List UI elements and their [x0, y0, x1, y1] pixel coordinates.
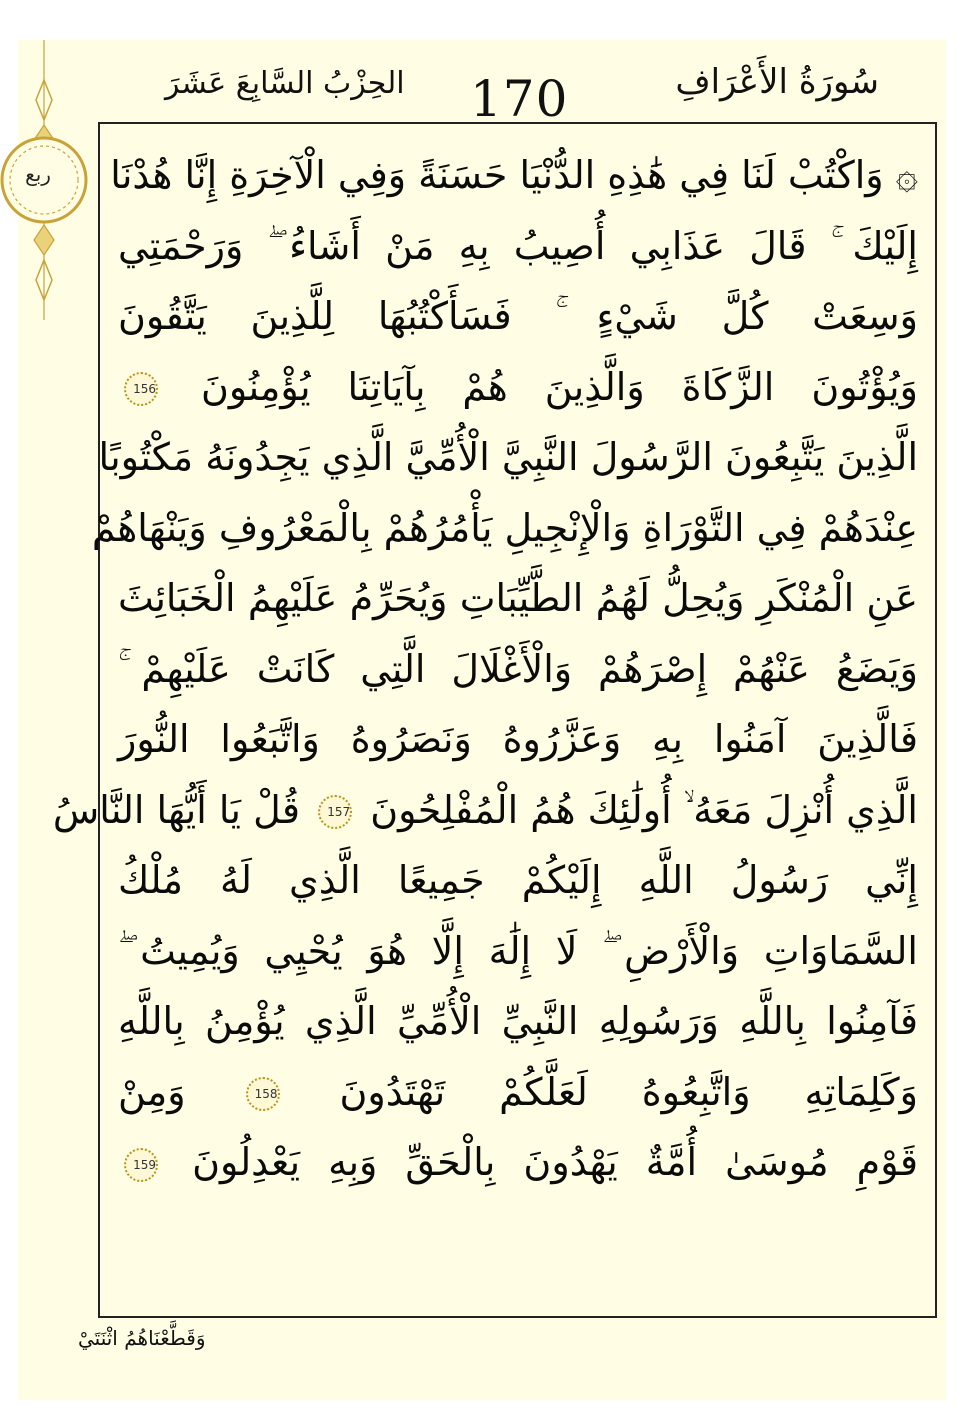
quran-line [91, 493, 918, 564]
quran-text-block [52, 140, 918, 1198]
verse-text: فَآمِنُوا بِاللَّهِ وَرَسُولِهِ النَّبِيِّ الْأُمِّيِّ الَّذِي يُؤْمِنُ بِاللَّهِ [118, 999, 918, 1043]
quran-line [110, 140, 918, 211]
verse-text: وَمِنْ [118, 1069, 186, 1114]
page-number: 170 [470, 70, 569, 128]
surah-title: سُورَةُ الأَعْرَافِ [675, 62, 879, 102]
verse-text: عِنْدَهُمْ فِي التَّوْرَاةِ وَالْإِنْجِيلِ يَأْمُرُهُمْ بِالْمَعْرُوفِ وَيَنْهَاهُمْ [91, 505, 918, 550]
verse-text: عَنِ الْمُنْكَرِ وَيُحِلُّ لَهُمُ الطَّيِّبَاتِ وَيُحَرِّمُ عَلَيْهِمُ الْخَبَائِثَ [118, 576, 918, 620]
ayah-number-marker: 158 [246, 1077, 280, 1111]
ayah-number-marker: 156 [124, 372, 158, 406]
verse-text: وَيُؤْتُونَ الزَّكَاةَ وَالَّذِينَ هُمْ بِآيَاتِنَا يُؤْمِنُونَ [200, 364, 918, 409]
verse-text: قُلْ يَا أَيُّهَا النَّاسُ [52, 787, 301, 832]
quran-line [118, 211, 918, 282]
quran-line [118, 1057, 918, 1128]
verse-text: فَالَّذِينَ آمَنُوا بِهِ وَعَزَّرُوهُ وَنَصَرُوهُ وَاتَّبَعُوا النُّورَ [118, 717, 918, 761]
verse-text: قَوْمِ مُوسَىٰ أُمَّةٌ يَهْدُونَ بِالْحَقِّ وَبِهِ يَعْدِلُونَ [192, 1140, 918, 1184]
quran-line [52, 775, 918, 846]
ayah-number-marker: 157 [318, 795, 352, 829]
quran-line [118, 634, 918, 705]
ayah-number-marker: 159 [124, 1148, 158, 1182]
quran-line [118, 563, 918, 634]
rub-marker-label: ربع [25, 162, 51, 186]
quran-line [118, 986, 918, 1057]
quran-line [118, 704, 918, 775]
quran-line [118, 916, 918, 987]
verse-text: وَيَضَعُ عَنْهُمْ إِصْرَهُمْ وَالْأَغْلَالَ الَّتِي كَانَتْ عَلَيْهِمْ ۚ [118, 646, 918, 691]
verse-text: السَّمَاوَاتِ وَالْأَرْضِ ۖ لَا إِلَٰهَ إِلَّا هُوَ يُحْيِي وَيُمِيتُ ۖ [118, 928, 918, 973]
verse-text: ۞ وَاكْتُبْ لَنَا فِي هَٰذِهِ الدُّنْيَا حَسَنَةً وَفِي الْآخِرَةِ إِنَّا هُدْنَا [110, 153, 918, 197]
verse-text: الَّذِينَ يَتَّبِعُونَ الرَّسُولَ النَّبِيَّ الْأُمِّيَّ الَّذِي يَجِدُونَهُ مَكْتُوبًا [98, 435, 918, 479]
quran-line [118, 281, 918, 352]
quran-line [118, 1127, 918, 1198]
verse-text: وَسِعَتْ كُلَّ شَيْءٍ ۚ فَسَأَكْتُبُهَا لِلَّذِينَ يَتَّقُونَ [118, 294, 918, 338]
verse-text: الَّذِي أُنْزِلَ مَعَهُ ۙ أُولَٰئِكَ هُمُ الْمُفْلِحُونَ [370, 787, 918, 832]
verse-text: إِنِّي رَسُولُ اللَّهِ إِلَيْكُمْ جَمِيعًا الَّذِي لَهُ مُلْكُ [118, 858, 918, 902]
hizb-title: الحِزْبُ السَّابِعَ عَشَرَ [165, 66, 405, 101]
verse-text: إِلَيْكَ ۚ قَالَ عَذَابِي أُصِيبُ بِهِ مَنْ أَشَاءُ ۖ وَرَحْمَتِي [118, 223, 918, 268]
quran-line [118, 845, 918, 916]
catchword: وَقَطَّعْنَاهُمُ اثْنَتَيْ [78, 1326, 206, 1350]
quran-line [118, 352, 918, 423]
verse-text: وَكَلِمَاتِهِ وَاتَّبِعُوهُ لَعَلَّكُمْ تَهْتَدُونَ [339, 1069, 918, 1114]
quran-line [98, 422, 918, 493]
